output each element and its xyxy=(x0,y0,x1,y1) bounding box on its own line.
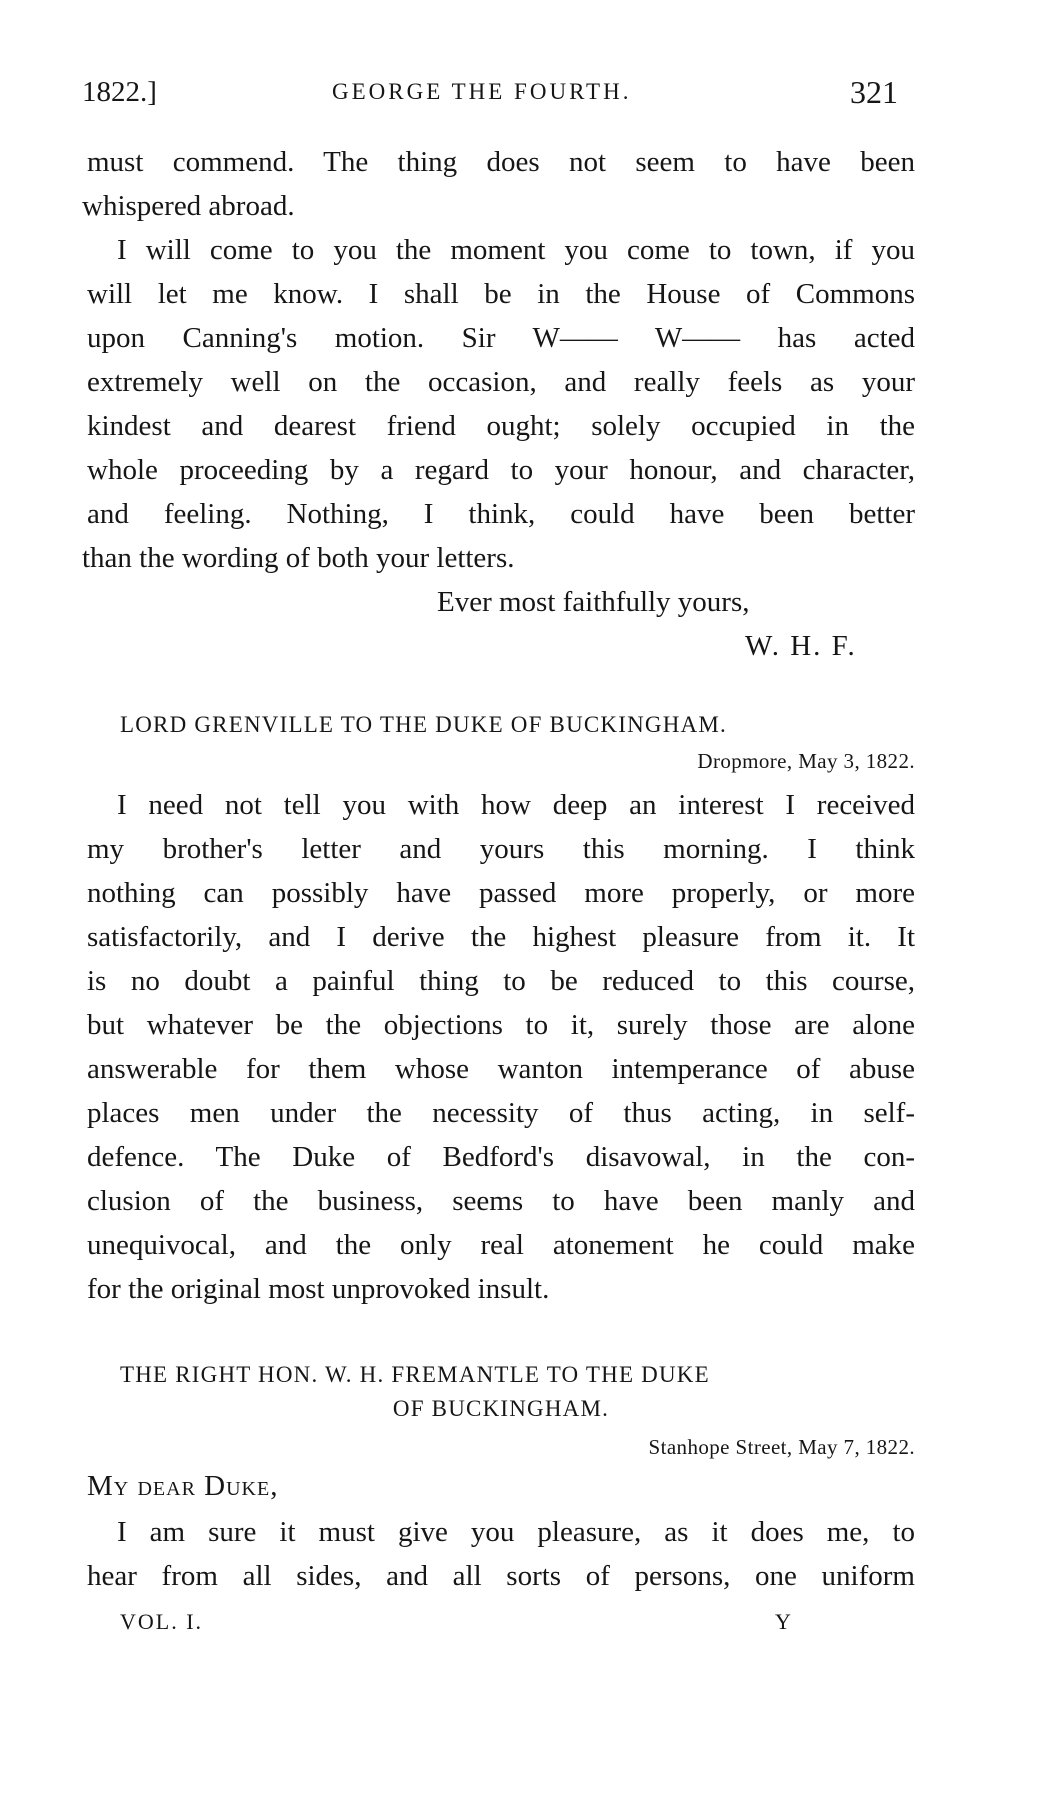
body-line: for the original most unprovoked insult. xyxy=(87,1273,550,1305)
page-number: 321 xyxy=(850,74,898,110)
body-line: hear from all sides, and all sorts of persons, one uniform xyxy=(87,1560,915,1592)
body-line: satisfactorily, and I derive the highest pleasure from it. It xyxy=(87,921,915,953)
body-line: and feeling. Nothing, I think, could have been better xyxy=(87,498,915,530)
body-line: answerable for them whose wanton intemperance of abuse xyxy=(87,1053,915,1085)
body-line: upon Canning's motion. Sir W—— W—— has acted xyxy=(87,322,915,354)
body-line: extremely well on the occasion, and really feels as your xyxy=(87,366,915,398)
body-line: than the wording of both your letters. xyxy=(82,542,515,574)
letter-dateline: Dropmore, May 3, 1822. xyxy=(697,749,915,773)
body-line: places men under the necessity of thus acting, in self- xyxy=(87,1097,915,1129)
volume-label: VOL. I. xyxy=(120,1609,204,1634)
body-line: clusion of the business, seems to have been manly and xyxy=(87,1185,915,1217)
letter-title: LORD GRENVILLE TO THE DUKE OF BUCKINGHAM. xyxy=(120,712,727,737)
body-line: but whatever be the objections to it, surely those are alone xyxy=(87,1009,915,1041)
signature-mark: Y xyxy=(775,1609,793,1634)
body-line: I will come to you the moment you come to town, if you xyxy=(117,234,915,266)
letter-salutation: My dear Duke, xyxy=(87,1470,279,1502)
body-line: kindest and dearest friend ought; solely occupied in the xyxy=(87,410,915,442)
body-line: unequivocal, and the only real atonement he could make xyxy=(87,1229,915,1261)
letter-closing: Ever most faithfully yours, xyxy=(437,586,750,618)
body-line: whole proceeding by a regard to your honour, and character, xyxy=(87,454,915,486)
letter-title: THE RIGHT HON. W. H. FREMANTLE TO THE DUKE xyxy=(120,1362,710,1387)
body-line: must commend. The thing does not seem to have been xyxy=(87,146,915,178)
body-line: I am sure it must give you pleasure, as it does me, to xyxy=(117,1516,915,1548)
header-year: 1822.] xyxy=(82,76,157,108)
body-line: my brother's letter and yours this morning. I think xyxy=(87,833,915,865)
body-line: I need not tell you with how deep an interest I received xyxy=(117,789,915,821)
body-line: whispered abroad. xyxy=(82,190,295,222)
body-line: nothing can possibly have passed more properly, or more xyxy=(87,877,915,909)
letter-signature: W. H. F. xyxy=(745,630,857,662)
running-title: GEORGE THE FOURTH. xyxy=(332,79,632,104)
letter-dateline: Stanhope Street, May 7, 1822. xyxy=(648,1435,915,1459)
body-line: is no doubt a painful thing to be reduced to this course, xyxy=(87,965,915,997)
body-line: will let me know. I shall be in the House of Commons xyxy=(87,278,915,310)
letter-title: OF BUCKINGHAM. xyxy=(392,1396,610,1421)
body-line: defence. The Duke of Bedford's disavowal, in the con- xyxy=(87,1141,915,1173)
